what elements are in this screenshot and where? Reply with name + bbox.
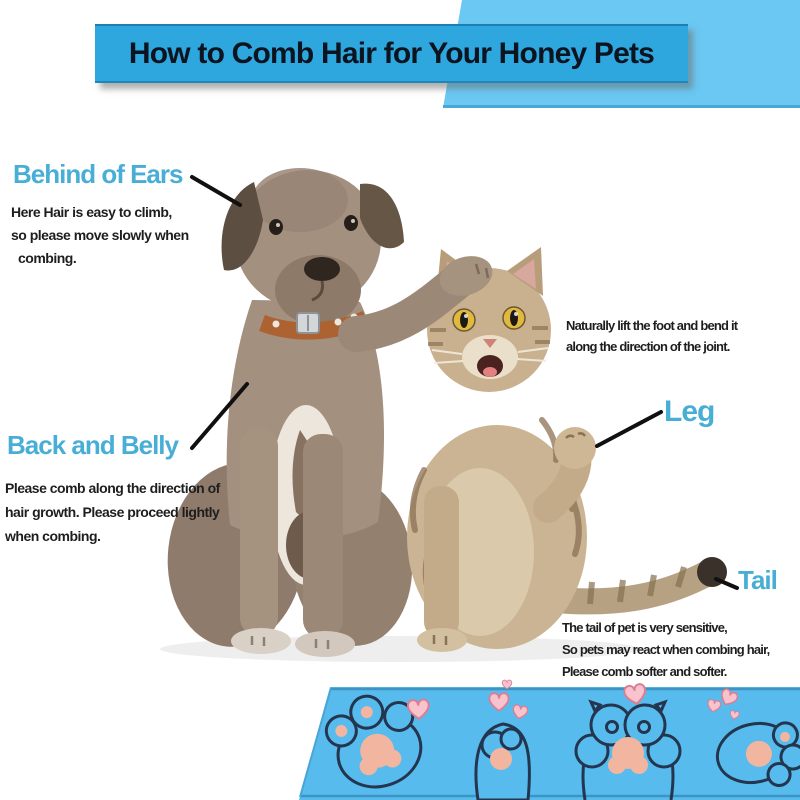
tail-line1: The tail of pet is very sensitive, (562, 620, 727, 635)
behind-of-ears-line3: combing. (18, 250, 77, 266)
tail-line3: Please comb softer and softer. (562, 664, 727, 679)
leg-line2: along the direction of the joint. (566, 339, 730, 354)
behind-of-ears-line2: so please move slowly when (11, 227, 189, 243)
back-and-belly-line2: hair growth. Please proceed lightly (5, 504, 220, 520)
leg-line1: Naturally lift the foot and bend it (566, 318, 738, 333)
behind-of-ears-label: Behind of Ears (13, 159, 183, 189)
back-and-belly-label: Back and Belly (7, 430, 178, 460)
back-and-belly-line3: when combing. (5, 528, 101, 544)
back-and-belly-line1: Please comb along the direction of (5, 480, 220, 496)
leg-label: Leg (664, 395, 715, 428)
behind-of-ears-line1: Here Hair is easy to climb, (11, 204, 172, 220)
page-title: How to Comb Hair for Your Honey Pets (128, 36, 655, 70)
tail-line2: So pets may react when combing hair, (562, 642, 770, 657)
tail-label: Tail (738, 565, 777, 595)
